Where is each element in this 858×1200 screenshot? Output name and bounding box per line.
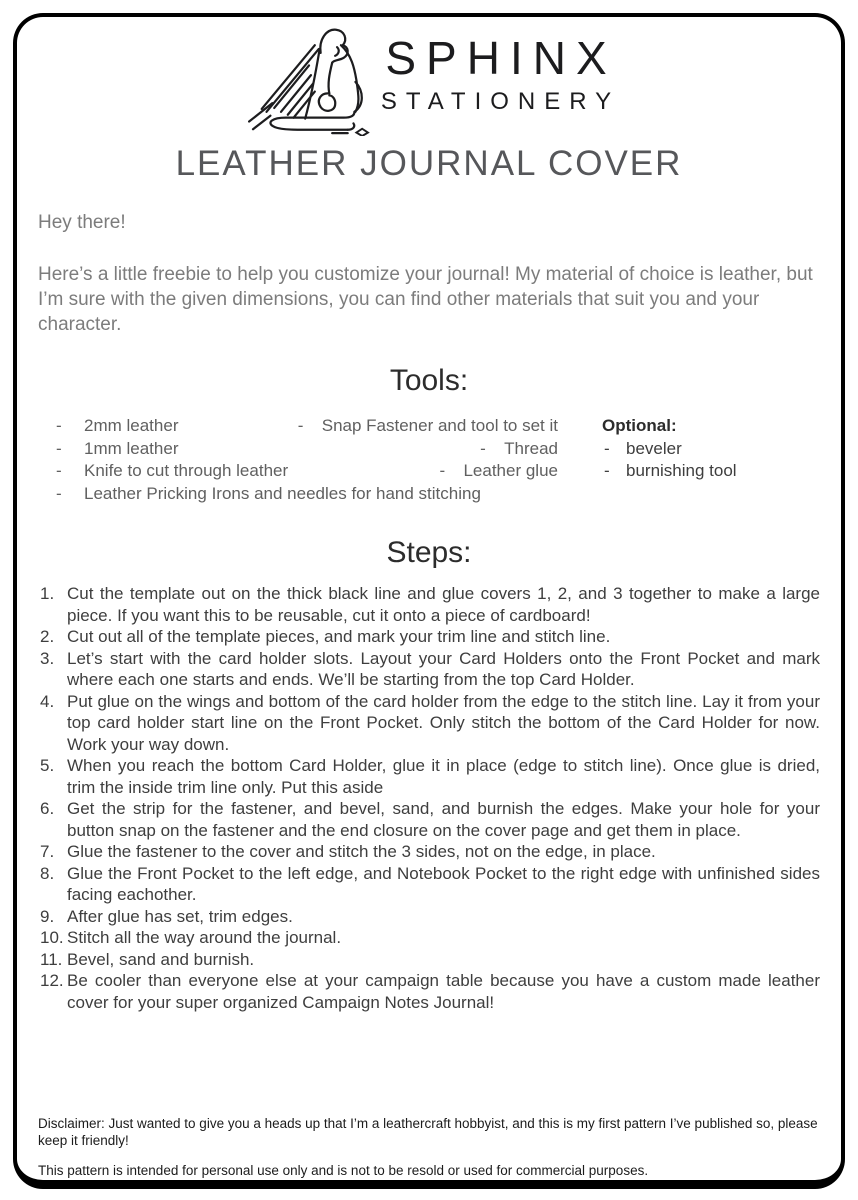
brand-name: SPHINX [385, 32, 617, 84]
page-content [38, 22, 820, 1013]
license-text: This pattern is intended for personal use only and is not to be resold or used for commercial purposes. [38, 1163, 649, 1178]
step-text: Get the strip for the fastener, and bevel, sand, and burnish the edges. Make your hole for your button snap on the fastener and the end closure on the cover page and get them in place. [67, 799, 820, 840]
steps-section [38, 536, 820, 1013]
tool-item-label: Leather Pricking Irons and needles for hand stitching [84, 483, 481, 503]
dash-bullet: - [56, 438, 62, 458]
tools-row [56, 438, 558, 461]
step-number: 7. [40, 842, 55, 861]
step-item [40, 648, 820, 691]
step-item [40, 691, 820, 756]
document-title: LEATHER JOURNAL COVER [175, 144, 683, 183]
disclaimer-text: Disclaimer: Just wanted to give you a heads up that I’m a leathercraft hobbyist, and this is my first pattern I’ve published so, please keep it friendly! [38, 1116, 818, 1148]
step-text: Let’s start with the card holder slots. Layout your Card Holders onto the Front Pocket and mark where each one starts and ends. We’ll be starting from the top Card Holder. [67, 648, 820, 689]
step-text: Stitch all the way around the journal. [67, 928, 342, 947]
step-number: 5. [40, 756, 55, 775]
step-item [40, 798, 820, 841]
tools-row [56, 483, 558, 506]
step-item [40, 949, 820, 971]
optional-item [602, 460, 802, 483]
tool-item-label: Snap Fastener and tool to set it [321, 416, 558, 435]
step-number: 9. [40, 906, 55, 926]
optional-item-label: beveler [626, 438, 682, 458]
tool-item-label: Thread [504, 438, 558, 458]
tool-item [298, 415, 558, 438]
tool-item [480, 438, 558, 461]
brand-text [380, 22, 621, 116]
tool-item-label: 2mm leather [84, 416, 179, 435]
step-text: Cut out all of the template pieces, and mark your trim line and stitch line. [67, 627, 611, 646]
tool-item-label: 1mm leather [84, 438, 179, 458]
dash-bullet: - [480, 438, 486, 458]
tools-heading: Tools: [389, 364, 469, 397]
step-item [40, 927, 820, 949]
step-text: Cut the template out on the thick black line and glue covers 1, 2, and 3 together to make a large piece. If you want this to be reusable, cut it onto a piece of cardboard! [67, 584, 820, 625]
sphinx-logo-icon [247, 22, 373, 136]
tools-list [56, 415, 737, 505]
logo [38, 22, 820, 136]
tools-section [38, 364, 820, 505]
steps-list [40, 583, 820, 1013]
intro-greeting: Hey there! [38, 212, 126, 233]
optional-item [602, 438, 802, 461]
step-item [40, 626, 820, 648]
tool-item [439, 460, 558, 483]
tool-item-label: Knife to cut through leather [84, 461, 289, 480]
dash-bullet: - [56, 416, 62, 435]
tool-item [56, 483, 481, 506]
dash-bullet: - [439, 461, 446, 480]
step-text: Be cooler than everyone else at your campaign table because you have a custom made leather cover for your super organized Campaign Notes Journal! [67, 971, 820, 1012]
step-number: 8. [40, 863, 55, 883]
tools-row [56, 460, 558, 483]
step-text: When you reach the bottom Card Holder, glue it in place (edge to stitch line). Once glue is dried, trim the inside trim line only. Put this aside [67, 756, 820, 797]
step-number: 1. [40, 584, 55, 603]
step-text: Glue the Front Pocket to the left edge, and Notebook Pocket to the right edge with unfinished sides facing eachother. [67, 863, 820, 904]
step-text: Bevel, sand and burnish. [67, 949, 255, 969]
step-number: 2. [40, 627, 55, 646]
header [38, 22, 820, 184]
step-number: 3. [40, 648, 55, 668]
optional-tools [602, 415, 802, 483]
step-text: Glue the fastener to the cover and stitch the 3 sides, not on the edge, in place. [67, 842, 656, 861]
brand-subname: STATIONERY [380, 88, 621, 116]
tools-row [56, 415, 558, 438]
step-item [40, 583, 820, 626]
footer [38, 1115, 820, 1179]
step-item [40, 906, 820, 928]
step-number: 4. [40, 691, 55, 711]
step-number: 12. [40, 971, 64, 990]
step-item [40, 755, 820, 798]
step-item [40, 970, 820, 1013]
intro-paragraph: Here’s a little freebie to help you customize your journal! My material of choice is leather, but I’m sure with the given dimensions, you can find other materials that suit you and your character. [38, 264, 813, 335]
dash-bullet: - [56, 461, 62, 480]
optional-heading: Optional: [602, 416, 677, 435]
dash-bullet: - [297, 416, 304, 435]
optional-item-label: burnishing tool [626, 461, 737, 480]
step-text: After glue has set, trim edges. [67, 906, 293, 926]
steps-heading: Steps: [386, 536, 472, 569]
step-number: 10. [40, 928, 64, 947]
step-text: Put glue on the wings and bottom of the card holder from the edge to the stitch line. Lay it from your top card holder start line on the Front Pocket. Only stitch the bottom of the Card Holder for now. Work your way down. [67, 691, 820, 754]
dash-bullet: - [56, 483, 62, 503]
step-item [40, 841, 820, 863]
tool-item-label: Leather glue [463, 461, 558, 480]
dash-bullet: - [604, 438, 610, 458]
tool-item [56, 438, 178, 461]
step-number: 6. [40, 799, 55, 818]
dash-bullet: - [604, 461, 610, 480]
step-number: 11. [40, 949, 63, 969]
tool-item [56, 460, 288, 483]
intro-section [38, 210, 820, 337]
step-item [40, 863, 820, 906]
tool-item [56, 415, 178, 438]
